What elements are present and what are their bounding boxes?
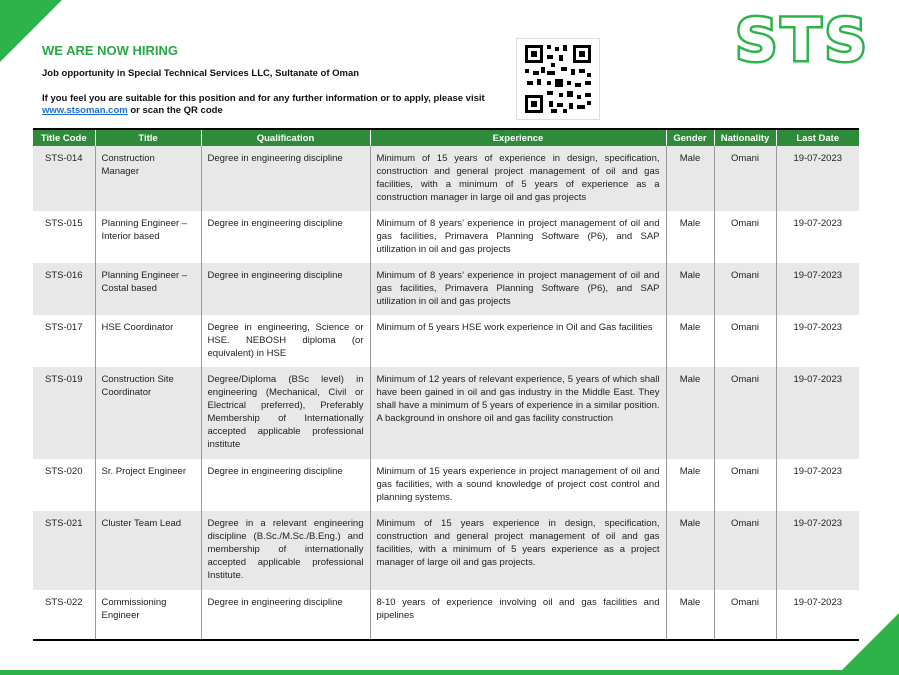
qualification-cell: Degree/Diploma (BSc level) in engineering (Mechanical, Civil or Electrical preferred), Preferably Membership of Internationally accepted applicable professional institute — [201, 367, 370, 459]
gender-cell: Male — [666, 590, 714, 640]
qualification-cell: Degree in engineering discipline — [201, 211, 370, 263]
website-link[interactable]: www.stsoman.com — [42, 105, 128, 116]
title-code-cell: STS-022 — [33, 590, 95, 640]
experience-cell: 8-10 years of experience involving oil and gas facilities and pipelines — [370, 590, 666, 640]
apply-text: If you feel you are suitable for this position and for any further information or to apply, please visit — [42, 93, 485, 104]
title-cell: Construction Site Coordinator — [95, 367, 201, 459]
subline: Job opportunity in Special Technical Services LLC, Sultanate of Oman — [42, 68, 360, 79]
qualification-cell: Degree in engineering discipline — [201, 590, 370, 640]
column-header: Nationality — [714, 129, 776, 146]
last-date-cell: 19-07-2023 — [776, 315, 859, 367]
title-code-cell: STS-021 — [33, 511, 95, 590]
table-row — [33, 211, 859, 263]
last-date-cell: 19-07-2023 — [776, 590, 859, 640]
table-row — [33, 315, 859, 367]
table-row — [33, 146, 859, 211]
qr-code[interactable] — [516, 38, 600, 120]
table-row — [33, 367, 859, 459]
experience-cell: Minimum of 15 years experience in design, specification, construction and general project management of oil and gas facilities, with a minimum of 5 years experience as a project manager of large oil and gas projects. — [370, 511, 666, 590]
sts-logo — [733, 4, 873, 76]
last-date-cell: 19-07-2023 — [776, 511, 859, 590]
last-date-cell: 19-07-2023 — [776, 146, 859, 211]
title-cell: HSE Coordinator — [95, 315, 201, 367]
nationality-cell: Omani — [714, 211, 776, 263]
title-code-cell: STS-019 — [33, 367, 95, 459]
title-cell: Cluster Team Lead — [95, 511, 201, 590]
column-header: Title Code — [33, 129, 95, 146]
qualification-cell: Degree in engineering discipline — [201, 459, 370, 511]
title-cell: Commissioning Engineer — [95, 590, 201, 640]
apply-suffix: or scan the QR code — [130, 105, 223, 116]
logo-text: STS — [735, 6, 871, 74]
gender-cell: Male — [666, 211, 714, 263]
qualification-cell: Degree in engineering, Science or HSE. NEBOSH diploma (or equivalent) in HSE — [201, 315, 370, 367]
apply-instructions — [42, 93, 512, 117]
column-header: Experience — [370, 129, 666, 146]
table-row — [33, 263, 859, 315]
nationality-cell: Omani — [714, 511, 776, 590]
headline: WE ARE NOW HIRING — [42, 43, 179, 58]
bottom-stripe — [0, 670, 899, 675]
experience-cell: Minimum of 12 years of relevant experience, 5 years of which shall have been gained in oil and gas industry in the Middle East. They shall have a minimum of 5 years of experience in a similar position. A background in onshore oil and gas facility construction — [370, 367, 666, 459]
qualification-cell: Degree in a relevant engineering discipline (B.Sc./M.Sc./B.Eng.) and membership of internationally accepted applicable professional Institute. — [201, 511, 370, 590]
gender-cell: Male — [666, 146, 714, 211]
column-header: Qualification — [201, 129, 370, 146]
title-cell: Sr. Project Engineer — [95, 459, 201, 511]
last-date-cell: 19-07-2023 — [776, 263, 859, 315]
column-header: Last Date — [776, 129, 859, 146]
gender-cell: Male — [666, 367, 714, 459]
table-header — [33, 129, 859, 146]
table-row — [33, 459, 859, 511]
gender-cell: Male — [666, 511, 714, 590]
experience-cell: Minimum of 15 years experience in project management of oil and gas facilities, with a sound knowledge of project cost control and planning systems. — [370, 459, 666, 511]
nationality-cell: Omani — [714, 459, 776, 511]
gender-cell: Male — [666, 459, 714, 511]
nationality-cell: Omani — [714, 590, 776, 640]
job-table — [33, 128, 859, 641]
gender-cell: Male — [666, 263, 714, 315]
table-row — [33, 511, 859, 590]
experience-cell: Minimum of 8 years’ experience in project management of oil and gas facilities, Primavera Planning Software (P6), and SAP utilization in oil and gas projects — [370, 211, 666, 263]
table-row — [33, 590, 859, 640]
last-date-cell: 19-07-2023 — [776, 211, 859, 263]
column-header: Gender — [666, 129, 714, 146]
last-date-cell: 19-07-2023 — [776, 459, 859, 511]
experience-cell: Minimum of 15 years of experience in design, specification, construction and general project management of oil and gas facilities, with a minimum of 5 years of experience as a construction manager in large oil and gas projects — [370, 146, 666, 211]
title-code-cell: STS-015 — [33, 211, 95, 263]
title-code-cell: STS-020 — [33, 459, 95, 511]
nationality-cell: Omani — [714, 367, 776, 459]
title-code-cell: STS-017 — [33, 315, 95, 367]
nationality-cell: Omani — [714, 315, 776, 367]
qualification-cell: Degree in engineering discipline — [201, 263, 370, 315]
experience-cell: Minimum of 5 years HSE work experience in Oil and Gas facilities — [370, 315, 666, 367]
title-cell: Planning Engineer – Interior based — [95, 211, 201, 263]
title-cell: Construction Manager — [95, 146, 201, 211]
title-cell: Planning Engineer – Costal based — [95, 263, 201, 315]
gender-cell: Male — [666, 315, 714, 367]
qualification-cell: Degree in engineering discipline — [201, 146, 370, 211]
experience-cell: Minimum of 8 years’ experience in project management of oil and gas facilities, Primavera Planning Software (P6), and SAP utilization in oil and gas projects — [370, 263, 666, 315]
nationality-cell: Omani — [714, 263, 776, 315]
nationality-cell: Omani — [714, 146, 776, 211]
title-code-cell: STS-016 — [33, 263, 95, 315]
title-code-cell: STS-014 — [33, 146, 95, 211]
last-date-cell: 19-07-2023 — [776, 367, 859, 459]
column-header: Title — [95, 129, 201, 146]
